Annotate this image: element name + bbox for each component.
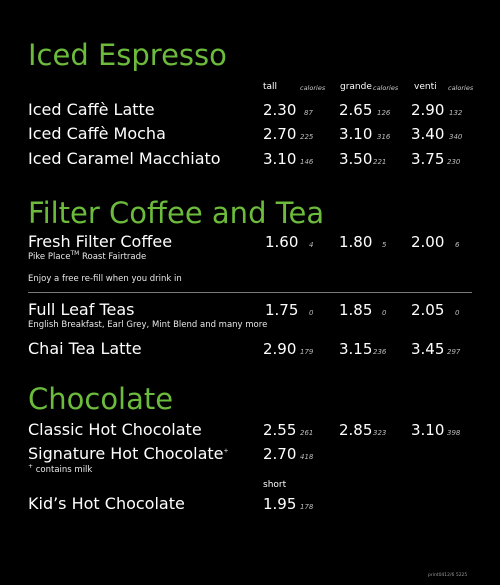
section-title-filter-coffee-tea: Filter Coffee and Tea (28, 196, 325, 230)
calories-tall: 261 (300, 429, 314, 437)
full-leaf-varieties: English Breakfast, Earl Grey, Mint Blend and many more (28, 320, 268, 330)
pike-place-note: Pike Place™ Roast Fairtrade (28, 250, 147, 262)
price-venti: 3.45 (411, 340, 445, 358)
price-tall: 2.70 (263, 445, 297, 463)
price-tall: 3.10 (263, 150, 297, 168)
price-grande: 3.15 (339, 340, 373, 358)
section-divider (28, 292, 472, 293)
calories-grande: 236 (373, 348, 387, 356)
calories-tall: 4 (309, 241, 314, 249)
calories-grande: 126 (377, 109, 391, 117)
calories-venti: 297 (447, 348, 461, 356)
price-grande: 2.65 (339, 101, 373, 119)
calories-tall: 179 (300, 348, 314, 356)
price-tall: 1.75 (265, 301, 299, 319)
price-venti: 2.00 (411, 233, 445, 251)
menu-item-name: Iced Caramel Macchiato (28, 149, 221, 168)
header-venti-calories: calories (448, 84, 474, 92)
calories-grande: 221 (373, 158, 387, 166)
price-short: 1.95 (263, 495, 297, 513)
menu-item-name: Iced Caffè Mocha (28, 124, 166, 143)
price-venti: 3.10 (411, 421, 445, 439)
menu-item-name: Kid’s Hot Chocolate (28, 494, 185, 513)
price-venti: 2.90 (411, 101, 445, 119)
header-short: short (263, 480, 287, 490)
price-grande: 3.10 (339, 125, 373, 143)
calories-short: 178 (300, 503, 314, 511)
calories-tall: 146 (300, 158, 314, 166)
calories-grande: 323 (373, 429, 387, 437)
calories-venti: 6 (455, 241, 460, 249)
price-grande: 2.85 (339, 421, 373, 439)
price-tall: 2.90 (263, 340, 297, 358)
calories-grande: 0 (382, 309, 387, 317)
header-tall-calories: calories (300, 84, 326, 92)
calories-venti: 398 (447, 429, 461, 437)
section-title-chocolate: Chocolate (28, 382, 174, 416)
calories-tall: 418 (300, 453, 314, 461)
calories-venti: 132 (449, 109, 463, 117)
header-tall: tall (263, 82, 278, 92)
menu-item-name: Chai Tea Latte (28, 339, 142, 358)
calories-tall: 87 (304, 109, 313, 117)
price-grande: 1.85 (339, 301, 373, 319)
contains-milk-note: + contains milk (28, 463, 93, 475)
price-tall: 2.70 (263, 125, 297, 143)
calories-tall: 225 (300, 133, 314, 141)
menu-item-name: Full Leaf Teas (28, 300, 135, 319)
price-tall: 2.55 (263, 421, 297, 439)
menu-item-name: Signature Hot Chocolate+ (28, 444, 229, 463)
menu-item-name: Fresh Filter Coffee (28, 232, 173, 251)
print-code: print0412/6 5225 (428, 573, 468, 578)
header-venti: venti (414, 82, 437, 92)
refill-note: Enjoy a free re-fill when you drink in (28, 274, 182, 284)
calories-venti: 0 (455, 309, 460, 317)
menu-item-name: Classic Hot Chocolate (28, 420, 202, 439)
price-tall: 1.60 (265, 233, 299, 251)
header-grande: grande (340, 82, 372, 92)
calories-grande: 5 (382, 241, 387, 249)
menu-item-name: Iced Caffè Latte (28, 100, 155, 119)
calories-grande: 316 (377, 133, 391, 141)
price-grande: 3.50 (339, 150, 373, 168)
price-venti: 3.40 (411, 125, 445, 143)
price-tall: 2.30 (263, 101, 297, 119)
calories-venti: 230 (447, 158, 461, 166)
price-grande: 1.80 (339, 233, 373, 251)
price-venti: 3.75 (411, 150, 445, 168)
header-grande-calories: calories (373, 84, 399, 92)
price-venti: 2.05 (411, 301, 445, 319)
section-title-iced-espresso: Iced Espresso (28, 38, 227, 72)
calories-venti: 340 (449, 133, 463, 141)
calories-tall: 0 (309, 309, 314, 317)
